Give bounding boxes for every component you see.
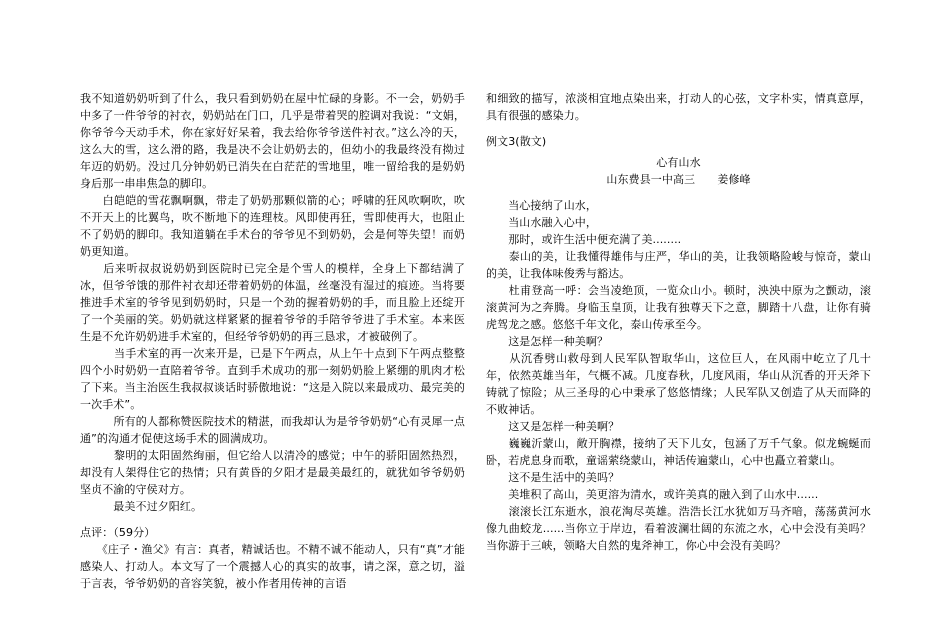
essay-paragraph: 泰山的美，让我懂得雄伟与庄严，华山的美，让我领略险峻与惊奇，蒙山的美，让我体味俊秀与豁达。 — [486, 250, 871, 280]
comment-text: 《庄子・渔父》有言：真者，精诚话也。不精不诚不能动人，只有“真”才能感染人、打动人。本文写了一个震撼人心的真实的故事，请之深，意之切，溢于言表，爷爷奶奶的音容笑貌，被小作者用传神的言语 — [80, 543, 465, 590]
essay-title: 心有山水 — [656, 156, 701, 169]
essay-question: 这又是怎样一种美啊？ — [486, 420, 620, 433]
spacer — [486, 188, 871, 197]
essay-paragraph: 杜甫登高一呼：会当凌绝顶，一览众山小。顿时，泱泱中原为之颤动，滚滚黄河为之奔腾。身临玉皇顶，让我有独尊天下之意，脚踏十八盘，让你有骑虎驾龙之感。悠悠千年文化，泰山传承至今。 — [486, 284, 871, 331]
essay-paragraph: 美堆积了高山，美更溶为清水，或许美真的融入到了山水中...... — [486, 488, 819, 501]
right-column — [486, 90, 871, 554]
paragraph-2: 白皑皑的雪花飘啊飘，带走了奶奶那颗似箭的心；呼啸的狂风吹啊吹，吹不开天上的比翼鸟，吹不断地下的连理枝。风即使再狂，雪即使再大，也阻止不了奶奶的脚印。我知道躺在手术台的爷爷见不到奶奶，会是何等失望！而奶奶更知道。 — [80, 194, 465, 258]
example-label: 例文3(散文) — [486, 135, 547, 148]
paragraph-4: 当手术室的再一次来开是，已是下午两点，从上午十点到下午两点整整四个小时奶奶一直陪着爷爷。直到手术成功的那一刻奶奶脸上紧绷的肌肉才松了下来。当主治医生我叔叔谈话时骄傲地说：“这是入院以来最成功、最完美的一次手术”。 — [80, 347, 465, 411]
spacer — [80, 515, 465, 524]
essay-line: 当山水融入心中， — [486, 216, 597, 229]
essay-paragraph: 从沉香劈山救母到人民军队智取华山，这位巨人，在风雨中屹立了几十年，依然英雄当年，气概不减。几度春秋，几度风雨，华山从沉香的开天斧下铸就了惊险；从三圣母的心中秉承了悠悠情缘；人民军队又创造了从天而降的不败神话。 — [486, 352, 871, 416]
spacer — [486, 124, 871, 133]
essay-line: 当心接纳了山水， — [486, 199, 597, 212]
essay-author: 山东费县一中高三 姜修峰 — [606, 173, 751, 186]
comment-continuation: 和细致的描写，浓淡相宜地点染出来，打动人的心弦，文字朴实，情真意厚，具有很强的感染力。 — [486, 92, 871, 122]
paragraph-1: 我不知道奶奶听到了什么，我只看到奶奶在屋中忙碌的身影。不一会，奶奶手中多了一件爷爷的衬衣，奶奶站在门口，几乎是带着哭的腔调对我说：“文娟，你爷爷今天动手术，你在家好好呆着，我去给你爷爷送件衬衣。”这么冷的天，这么大的雪，这么滑的路，我是决不会让奶奶去的，但幼小的我最终没有拗过年迈的奶奶。没过几分钟奶奶已消失在白茫茫的雪地里，唯一留给我的是奶奶身后那一串串焦急的脚印。 — [80, 92, 465, 190]
essay-line: 那时，或许生活中便充满了美........ — [486, 233, 682, 246]
comment-label: 点评：（59分） — [80, 526, 156, 539]
essay-question: 这不是生活中的美吗？ — [486, 471, 620, 484]
left-column — [80, 90, 465, 592]
paragraph-3: 后来听叔叔说奶奶到医院时已完全是个雪人的模样，全身上下都结满了冰，但爷爷饿的那件衬衣却还带着奶奶的体温，丝毫没有湿过的痕迹。当将要推进手术室的爷爷见到奶奶时，只是一个劲的握着奶奶的手，而且脸上还绽开了一个美丽的笑。奶奶就这样紧紧的握着爷爷的手陪爷爷进了手术室。本来医生是不允许奶奶进手术室的，但经爷爷奶奶的再三恳求，才被破例了。 — [80, 262, 465, 343]
paragraph-7: 最美不过夕阳红。 — [80, 500, 203, 513]
essay-question: 这是怎样一种美啊？ — [486, 335, 609, 348]
paragraph-5: 所有的人都称赞医院技术的精湛，而我却认为是爷爷奶奶“心有灵犀一点通”的沟通才促使这场手术的圆满成功。 — [80, 415, 465, 445]
essay-paragraph: 滚滚长江东逝水，浪花淘尽英雄。浩浩长江水犹如万马齐喑，荡荡黄河水像九曲蛟龙......当你立于岸边，看着波澜壮阔的东流之水，心中会没有美吗？当你游于三峡，领略大自然的鬼斧神工，你心中会没有美吗？ — [486, 505, 871, 552]
paragraph-6: 黎明的太阳固然绚丽，但它给人以清冷的感觉；中午的骄阳固然热烈，却没有人架得住它的热情；只有黄昏的夕阳才是最美最红的，就犹如爷爷奶奶坚贞不渝的守侯对方。 — [80, 449, 465, 496]
essay-paragraph: 巍巍沂蒙山，敞开胸襟，接纳了天下儿女，包涵了万千气象。似龙蜿蜒而卧，若虎息身而歌，童谣萦绕蒙山，神话传遍蒙山，心中也矗立着蒙山。 — [486, 437, 871, 467]
